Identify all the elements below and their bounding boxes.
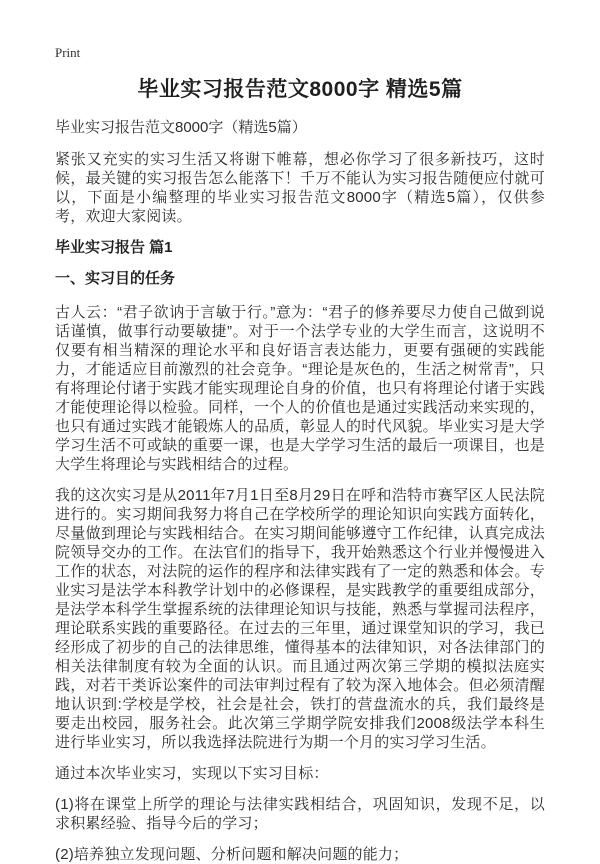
goal-item-2: (2)培养独立发现问题、分析问题和解决问题的能力； (55, 846, 409, 863)
document-subtitle: 毕业实习报告范文8000字（精选5篇） (55, 119, 307, 136)
body-paragraph: 我的这次实习是从2011年7月1日至8月29日在呼和浩特市赛罕区人民法院进行的。实习期间我努力将自己在学校所学的理论知识向实践方面转化，尽量做到理论与实践相结合。在实习期间能够遵守工作纪律，认真完成法院领导交办的工作。在法官们的指导下，我开始熟悉这个行业并慢慢进入工作的状态，对法院的运作的程序和法律实践有了一定的熟悉和体会。专业实习是法学本科教学计划中的必修课程，是实践教学的重要组成部分，是法学本科学生掌握系统的法律理论知识与技能，熟悉与掌握司法程序，理论联系实践的重要路径。在过去的三年里，通过课堂知识的学习，我已经形成了初步的自己的法律思维，懂得基本的法律知识，对各法律部门的相关法律制度有较为全面的认识。而且通过两次第三学期的模拟法庭实践，对若干类诉讼案件的司法审判过程有了较为深入地体会。但必须清醒地认识到:学校是学校，社会是社会，铁打的营盘流水的兵，我们最终是要走出校园，服务社会。此次第三学期学院安排我们2008级法学本科生进行毕业实习，所以我选择法院进行为期一个月的实习学习生活。 (55, 487, 545, 751)
body-paragraph: 古人云：“君子欲讷于言敏于行。”意为：“君子的修养要尽力使自己做到说话谨慎，做事行动要敏捷”。对于一个法学专业的大学生而言，这说明不仅要有相当精深的理论水平和良好语言表达能力，更要有强硬的实践能力，才能适应目前激烈的社会竞争。“理论是灰色的，生活之树常青”，只有将理论付诸于实践才能实现理论自身的价值，也只有将理论付诸于实践才能使理论得以检验。同样，一个人的价值也是通过实践活动来实现的，也只有通过实践才能锻炼人的品质，彰显人的时代风貌。毕业实习是大学学习生活不可或缺的重要一课，也是大学学习生活的最后一项课目，也是大学生将理论与实践相结合的过程。 (55, 304, 545, 473)
section-heading-part1: 毕业实习报告 篇1 (55, 239, 173, 256)
body-paragraph: 通过本次毕业实习，实现以下实习目标： (55, 765, 329, 782)
subsection-heading-purpose: 一、实习目的任务 (55, 270, 176, 287)
page-title: 毕业实习报告范文8000字 精选5篇 (137, 78, 463, 101)
intro-paragraph: 紧张又充实的实习生活又将谢下帷幕，想必你学习了很多新技巧，这时候，最关键的实习报告怎么能落下！千万不能认为实习报告随便应付就可以，下面是小编整理的毕业实习报告范文8000字（精选5篇），仅供参考，欢迎大家阅读。 (55, 151, 545, 225)
print-link[interactable]: Print (55, 45, 81, 60)
goal-item-1: (1)将在课堂上所学的理论与法律实践相结合，巩固知识，发现不足，以求积累经验、指导今后的学习； (55, 796, 545, 832)
